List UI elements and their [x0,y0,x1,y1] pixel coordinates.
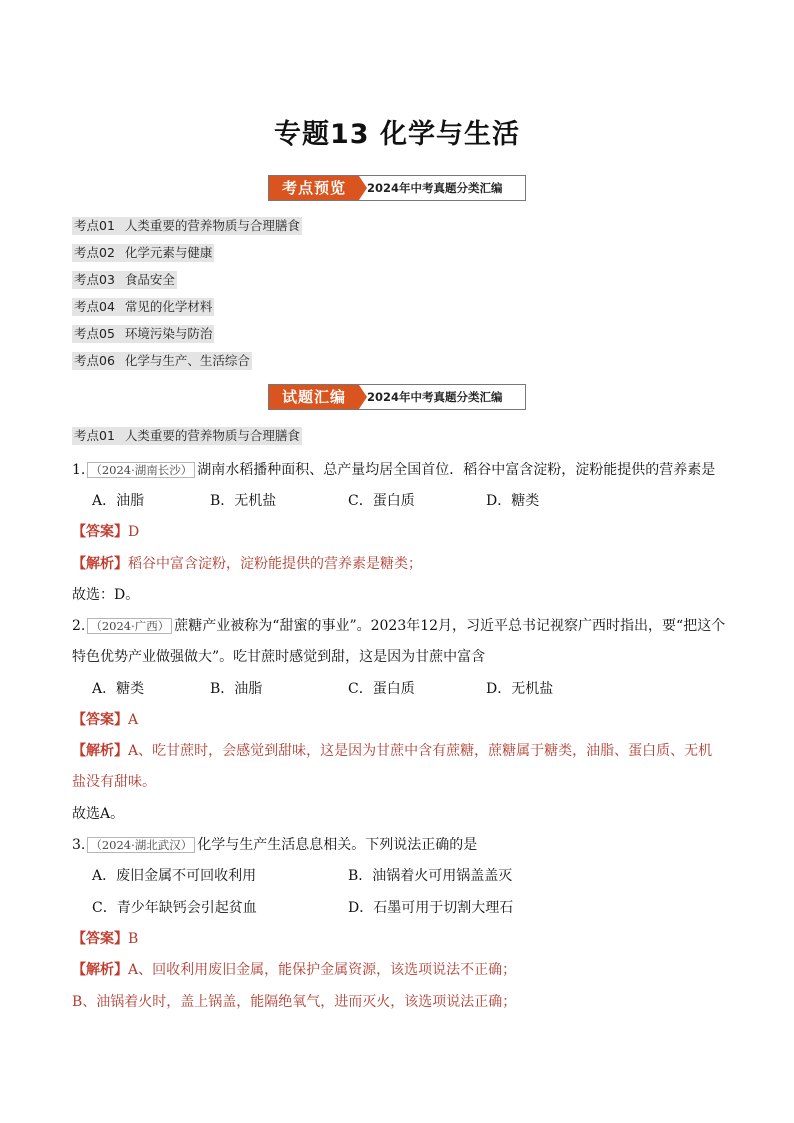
questions-banner [268,384,526,410]
analysis-text: A、回收利用废旧金属，能保护金属资源，该选项说法不正确； [128,962,517,978]
analysis-text: A、吃甘蔗时，会感觉到甜味，这是因为甘蔗中含有蔗糖，蔗糖属于糖类，油脂、蛋白质、无机 [128,743,713,759]
analysis-text: 稻谷中富含淀粉，淀粉能提供的营养素是糖类； [128,556,422,572]
question-1-option-d: D．糖类 [486,493,540,509]
answer-value: B [128,931,139,947]
question-3-analysis-continued: B、油锅着火时，盖上锅盖，能隔绝氧气，进而灭火，该选项说法正确； [72,994,517,1010]
answer-value: A [128,712,139,728]
question-number: 2. [72,618,86,634]
question-2-option-d: D．无机盐 [486,681,554,697]
answer-label: 【答案】 [72,712,128,728]
question-2-analysis-continued: 盐没有甜味。 [72,774,156,790]
questions-banner-tag: 试题汇编 [269,385,359,409]
analysis-label: 【解析】 [72,556,128,572]
topic-label: 化学元素与健康 [124,245,213,260]
topic-item [72,244,214,262]
topic-item [72,298,214,316]
topic-number: 考点04 [74,299,115,314]
question-1-option-c: C．蛋白质 [348,493,415,509]
answer-label: 【答案】 [72,524,128,540]
question-2-answer [72,710,138,730]
question-number: 3. [72,837,86,853]
topic-item [72,217,302,235]
topic-number: 考点02 [74,245,115,260]
topic-item [72,352,252,370]
question-2-stem [72,616,725,636]
question-1-analysis [72,554,422,574]
section-label: 人类重要的营养物质与合理膳食 [124,428,300,443]
topic-item [72,325,214,343]
topic-number: 考点06 [74,353,115,368]
answer-label: 【答案】 [72,931,128,947]
topic-item [72,271,177,289]
question-3-option-a: A．废旧金属不可回收利用 [92,868,257,884]
question-1-conclusion: 故选：D。 [72,587,140,603]
questions-banner-subtitle: 2024年中考真题分类汇编 [367,390,503,404]
topic-number: 考点01 [74,218,115,233]
preview-banner-subtitle: 2024年中考真题分类汇编 [367,181,503,195]
topic-label: 化学与生产、生活综合 [124,353,250,368]
question-source: （2024·湖南长沙） [87,462,195,478]
section-heading [72,427,302,445]
question-3-option-b: B．油锅着火可用锅盖盖灭 [348,868,513,884]
question-2-option-a: A．糖类 [92,681,145,697]
question-number: 1. [72,462,86,478]
question-2-stem-continued: 特色优势产业做强做大”。吃甘蔗时感觉到甜，这是因为甘蔗中富含 [72,649,486,665]
question-text: 湖南水稻播种面积、总产量均居全国首位．稻谷中富含淀粉，淀粉能提供的营养素是 [197,462,716,478]
topic-label: 食品安全 [124,272,175,287]
topic-label: 常见的化学材料 [124,299,213,314]
question-3-option-d: D．石墨可用于切割大理石 [348,900,514,916]
question-source: （2024·湖北武汉） [87,837,195,853]
question-3-analysis [72,960,516,980]
analysis-label: 【解析】 [72,743,128,759]
topic-label: 环境污染与防治 [124,326,213,341]
question-1-stem [72,460,715,480]
question-text: 蔗糖产业被称为“甜蜜的事业”。2023年12月，习近平总书记视察广西时指出，要“把这个 [174,618,726,634]
page-title: 专题13 化学与生活 [274,119,520,150]
question-1-option-b: B．无机盐 [210,493,277,509]
question-1-option-a: A．油脂 [92,493,145,509]
answer-value: D [128,524,140,540]
question-text: 化学与生产生活息息相关。下列说法正确的是 [197,837,478,853]
analysis-label: 【解析】 [72,962,128,978]
question-3-option-c: C．青少年缺钙会引起贫血 [92,900,257,916]
question-3-stem [72,835,477,855]
topic-label: 人类重要的营养物质与合理膳食 [124,218,300,233]
question-3-answer [72,929,138,949]
question-2-option-b: B．油脂 [210,681,263,697]
preview-banner [268,175,526,201]
topic-number: 考点03 [74,272,115,287]
topic-number: 考点05 [74,326,115,341]
question-2-analysis [72,741,712,761]
section-number: 考点01 [74,428,115,443]
question-2-option-c: C．蛋白质 [348,681,415,697]
question-2-conclusion: 故选A。 [72,806,125,822]
question-1-answer [72,522,139,542]
preview-banner-tag: 考点预览 [269,176,359,200]
question-source: （2024·广西） [87,618,172,634]
